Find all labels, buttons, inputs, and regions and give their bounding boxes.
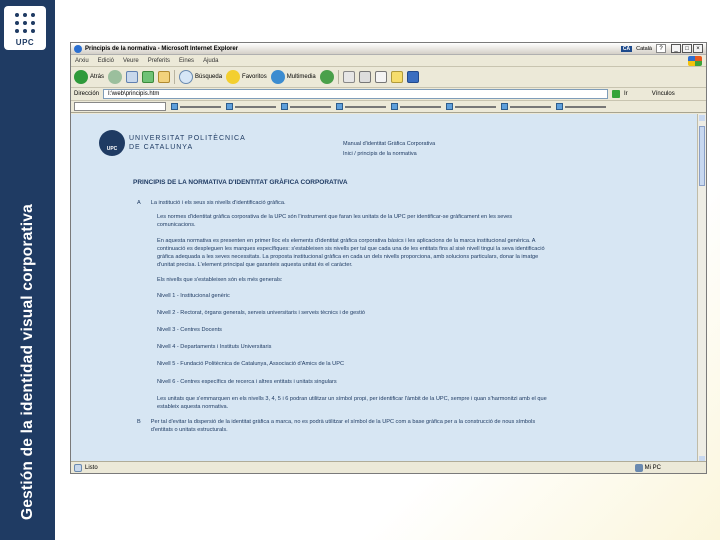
history-icon[interactable]	[320, 70, 334, 84]
vertical-scrollbar[interactable]	[697, 114, 706, 463]
level-item: Nivell 5 - Fundació Politècnica de Catalunya, Associació d'Amics de la UPC	[157, 361, 344, 368]
upc-logo	[4, 6, 46, 50]
list-item-b	[137, 418, 552, 434]
ie-icon	[74, 45, 82, 53]
back-button[interactable]	[74, 70, 104, 84]
paragraph: Les normes d'identitat gràfica corporativa de la UPC són l'instrument que faran les unitats de la UPC per identificar-se gràficament en les seves comunicacions.	[157, 214, 513, 229]
back-label: Atrás	[90, 74, 105, 80]
link-text	[565, 106, 606, 108]
minimize-button[interactable]: _	[671, 44, 681, 53]
level-item: Nivell 2 - Rectorat, òrgans generals, serveis universitaris i serveis tècnics i de gestió	[157, 309, 365, 316]
favorites-button[interactable]	[226, 70, 267, 84]
maximize-button[interactable]: □	[682, 44, 692, 53]
item-letter: B	[137, 419, 141, 426]
level-item: Nivell 6 - Centres específics de recerca i altres entitats i unitats singulars	[157, 378, 337, 385]
links-search-field[interactable]	[74, 102, 166, 111]
link-icon	[556, 103, 563, 110]
zone-label: Mi PC	[644, 464, 661, 471]
link-icon	[226, 103, 233, 110]
level-item: Nivell 4 - Departaments i Instituts Universitaris	[157, 344, 272, 351]
home-icon[interactable]	[158, 71, 170, 83]
menu-bar	[71, 55, 706, 66]
link-item[interactable]	[556, 103, 606, 111]
help-button[interactable]: ?	[656, 44, 666, 53]
window-title: Principis de la normativa - Microsoft Internet Explorer	[85, 45, 239, 52]
refresh-icon[interactable]	[142, 71, 154, 83]
address-label: Dirección	[74, 91, 100, 97]
menu-edit[interactable]: Edició	[97, 57, 115, 64]
link-text	[455, 106, 496, 108]
title-bar	[71, 43, 706, 55]
address-bar	[71, 88, 706, 101]
print-icon[interactable]	[359, 71, 371, 83]
item-text: La institució i els seus sis nivells d'identificació gràfica.	[150, 200, 286, 206]
browser-window	[70, 42, 707, 474]
language-label: Català	[636, 45, 652, 52]
link-item[interactable]	[501, 103, 551, 111]
paragraph: En aquesta normativa es presenten en primer lloc els elements d'identitat gràfica corporativa bàsics i les aplicacions de la marca institucional genèrica. A continuació es despleguen les marques específiques: s'estableixen sis nivells per tal que cada una de les entitats fins al sisè nivell tingui la seva identificació gràfica adequada a les seves necessitats. La proposta institucional gràfica en cada un dels nivells proporciona, amb solucions particulars, donar la imatge d'unitat precisa. L'element principal que garanteix aquesta unitat és el caràcter.	[157, 237, 545, 269]
close-button[interactable]: ×	[693, 44, 703, 53]
link-text	[400, 106, 441, 108]
link-text	[235, 106, 276, 108]
go-button[interactable]: Ir	[624, 91, 628, 97]
link-item[interactable]	[391, 103, 441, 111]
link-item[interactable]	[226, 103, 276, 111]
link-text	[180, 106, 221, 108]
list-item-a	[137, 199, 552, 207]
manual-title: Manual d'identitat Gràfica Corporativa	[343, 141, 436, 147]
link-icon	[391, 103, 398, 110]
slide-sidebar	[0, 0, 55, 540]
messenger-icon[interactable]	[407, 71, 419, 83]
menu-tools[interactable]: Eines	[179, 57, 195, 64]
paragraph: Les unitats que s'emmarquen en els nivells 3, 4, 5 i 6 podran utilitzar un símbol propi, per identificar l'àmbit de la UPC, sempre i quan s'harmonitzi amb el que estableix aquesta normativa.	[157, 395, 547, 411]
star-icon	[226, 70, 240, 84]
edit-icon[interactable]	[375, 71, 387, 83]
upc-dots-icon	[13, 11, 37, 35]
link-icon	[281, 103, 288, 110]
upc-logo-text: UPC	[15, 38, 35, 47]
manual-breadcrumb[interactable]: Inici / principis de la normativa	[343, 151, 417, 157]
favorites-label: Favoritos	[242, 74, 267, 80]
multimedia-button[interactable]	[271, 70, 316, 84]
link-icon	[446, 103, 453, 110]
status-bar	[71, 461, 706, 473]
link-item[interactable]	[446, 103, 496, 111]
discuss-icon[interactable]	[391, 71, 403, 83]
link-text	[510, 106, 551, 108]
windows-flag-icon	[688, 56, 702, 66]
multimedia-icon	[271, 70, 285, 84]
manual-header	[343, 139, 435, 159]
menu-file[interactable]: Arxiu	[75, 57, 89, 64]
link-item[interactable]	[281, 103, 331, 111]
menu-help[interactable]: Ajuda	[203, 57, 219, 64]
page-icon	[74, 464, 82, 472]
level-item: Nivell 1 - Institucional genèric	[157, 292, 230, 299]
item-text: Per tal d'evitar la dispersió de la identitat gràfica a marca, no es podrà utilitzar el símbol de la UPC com a base gràfica per a la construcció de nous símbols d'entitats o unitats estructurals.	[150, 419, 536, 434]
go-arrow-icon[interactable]	[612, 90, 620, 98]
toolbar-separator	[338, 70, 339, 84]
language-tray[interactable]	[621, 44, 666, 53]
upc-mark-icon	[99, 130, 125, 156]
document-logo	[99, 130, 246, 156]
document-body	[137, 199, 552, 441]
links-toolbar	[71, 101, 706, 113]
status-text: Listo	[85, 464, 98, 471]
search-icon	[179, 70, 193, 84]
forward-arrow-icon	[108, 70, 122, 84]
link-icon	[336, 103, 343, 110]
link-icon	[171, 103, 178, 110]
back-arrow-icon	[74, 70, 88, 84]
page-content	[71, 114, 699, 463]
paragraph: Els nivells que s'estableixen són els més generals:	[157, 277, 283, 284]
link-text	[345, 106, 386, 108]
security-zone	[635, 464, 661, 472]
logo-line-1: UNIVERSITAT POLITÈCNICA	[129, 135, 246, 142]
address-input[interactable]: I:\web\principis.htm	[103, 89, 608, 99]
scroll-thumb[interactable]	[699, 126, 705, 186]
link-text	[290, 106, 331, 108]
stop-icon[interactable]	[126, 71, 138, 83]
level-item: Nivell 3 - Centres Docents	[157, 327, 222, 334]
page-title: PRINCIPIS DE LA NORMATIVA D'IDENTITAT GRÀFICA CORPORATIVA	[133, 179, 348, 186]
item-letter: A	[137, 200, 141, 206]
menu-view[interactable]: Veure	[123, 57, 139, 64]
computer-icon	[635, 464, 643, 472]
multimedia-label: Multimedia	[286, 74, 316, 80]
link-item[interactable]	[336, 103, 386, 111]
forward-button[interactable]	[108, 70, 122, 84]
links-label[interactable]: Vínculos	[651, 91, 675, 97]
search-button[interactable]	[179, 70, 222, 84]
logo-wordmark	[129, 134, 246, 152]
link-item[interactable]	[171, 103, 221, 111]
slide-vertical-title: Gestión de la identidad visual corporativa	[19, 204, 36, 520]
logo-mark-text: UPC	[106, 146, 118, 152]
link-icon	[501, 103, 508, 110]
toolbar-separator	[174, 70, 175, 84]
scroll-up-icon[interactable]	[699, 115, 705, 121]
search-label: Búsqueda	[195, 74, 223, 80]
language-badge: CA	[622, 45, 631, 52]
toolbar	[71, 66, 706, 88]
mail-icon[interactable]	[343, 71, 355, 83]
logo-line-2: DE CATALUNYA	[129, 144, 194, 151]
menu-favorites[interactable]: Preferits	[147, 57, 171, 64]
